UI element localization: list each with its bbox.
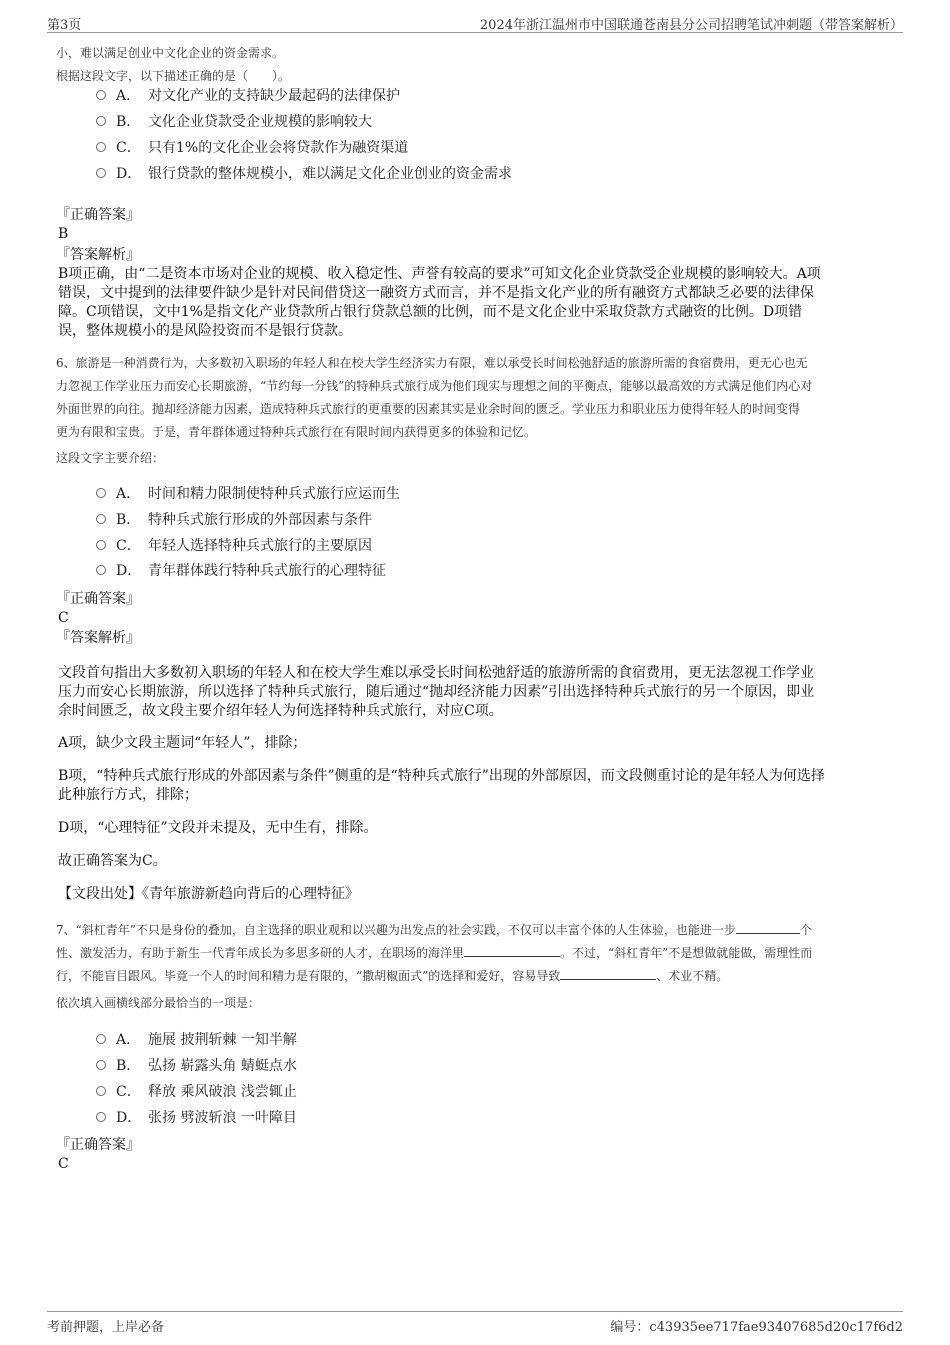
q6-answer-label: 『正确答案』 [56, 591, 140, 607]
q7-answer: C [58, 1156, 69, 1172]
q5-option-b[interactable]: B． 文化企业贷款受企业规模的影响较大 [96, 112, 372, 132]
document-title: 2024年浙江温州市中国联通苍南县分公司招聘笔试冲刺题（带答案解析） [479, 18, 903, 33]
q5-option-a[interactable]: A． 对文化产业的支持缺少最起码的法律保护 [96, 86, 400, 106]
q6-option-d[interactable]: D． 青年群体践行特种兵式旅行的心理特征 [96, 561, 386, 581]
radio-icon[interactable] [96, 116, 106, 126]
q6-stem: 6、旅游是一种消费行为，大多数初入职场的年轻人和在校大学生经济实力有限，难以承受长时间松弛舒适的旅游所需的食宿费用，更无心也无 力忽视工作学业压力而安心长期旅游，“节约每一分钱”的特种兵式旅行成为他们现实与理想之间的平衡点，能够以最高效的方式满足他们内心对 外面世界的向往。抛却经济能力因素，造成特种兵式旅行的更重要的因素其实是业余时间的匮乏。学业压力和职业压力使得年轻人的时间变得 更为有限和宝贵。于是，青年群体通过特种兵式旅行在有限时间内获得更多的体验和记忆。 [56, 356, 813, 439]
radio-icon[interactable] [96, 142, 106, 152]
q6-option-b[interactable]: B． 特种兵式旅行形成的外部因素与条件 [96, 510, 372, 530]
q6-option-c[interactable]: C． 年轻人选择特种兵式旅行的主要原因 [96, 536, 372, 556]
radio-icon[interactable] [96, 488, 106, 498]
blank-2 [464, 944, 560, 957]
q7-option-b[interactable]: B． 弘扬 崭露头角 蜻蜓点水 [96, 1056, 297, 1076]
blank-1 [736, 921, 800, 934]
q6-analysis-b: B项，“特种兵式旅行形成的外部因素与条件”侧重的是“特种兵式旅行”出现的外部原因，而文段侧重讨论的是年轻人为何选择 此种旅行方式，排除； [58, 768, 825, 803]
q7-stem: 7、“斜杠青年”不只是身份的叠加，自主选择的职业观和以兴趣为出发点的社会实践，不仅可以丰富个体的人生体验，也能进一步 个 性、激发活力，有助于新生一代青年成长为多思多研的人才，在职场的海洋里 。不过，“斜杠青年”不是想做就能做，需理性而 行，不能盲目跟风。毕竟一个人的时间和精力是有限的，“撒胡椒面式”的选择和爱好，容易导致 、术业不精。 [56, 923, 813, 983]
q7-option-a[interactable]: A． 施展 披荆斩棘 一知半解 [96, 1030, 297, 1050]
footer-slogan: 考前押题，上岸必备 [47, 1320, 165, 1335]
q6-prompt: 这段文字主要介绍： [56, 451, 165, 465]
q6-analysis-d: D项，“心理特征”文段并未提及，无中生有，排除。 [58, 820, 378, 836]
radio-icon[interactable] [96, 90, 106, 100]
q6-conclusion: 故正确答案为C。 [58, 853, 167, 869]
q7-answer-label: 『正确答案』 [56, 1137, 140, 1153]
q6-analysis-a: A项，缺少文段主题词“年轻人”，排除； [58, 735, 307, 751]
radio-icon[interactable] [96, 1086, 106, 1096]
q6-answer: C [58, 610, 69, 626]
q7-option-c[interactable]: C． 释放 乘风破浪 浅尝辄止 [96, 1082, 297, 1102]
q5-analysis-label: 『答案解析』 [56, 247, 140, 263]
radio-icon[interactable] [96, 168, 106, 178]
q5-continuation: 小，难以满足创业中文化企业的资金需求。 根据这段文字，以下描述正确的是（ ）。 [56, 46, 291, 83]
radio-icon[interactable] [96, 1034, 106, 1044]
q5-option-c[interactable]: C． 只有1%的文化企业会将贷款作为融资渠道 [96, 138, 408, 158]
q5-analysis: B项正确，由“二是资本市场对企业的规模、收入稳定性、声誉有较高的要求”可知文化企业贷款受企业规模的影响较大。A项 错误，文中提到的法律要件缺少是针对民间借贷这一融资方式而言，并不是指文化产业的所有融资方式都缺乏必要的法律保 障。C项错误，文中1%是指文化产业贷款所占银行贷款总额的比例，而不是文化企业中采取贷款方式融资的比例。D项错 误，整体规模小的是风险投资而不是银行贷款。 [58, 266, 821, 339]
q6-analysis-main: 文段首句指出大多数初入职场的年轻人和在校大学生难以承受长时间松弛舒适的旅游所需的食宿费用，更无法忽视工作学业 压力而安心长期旅游，所以选择了特种兵式旅行，随后通过“抛却经济能力因素”引出选择特种兵式旅行的另一个原因，即业 余时间匮乏，故文段主要介绍年轻人为何选择特种兵式旅行，对应C项。 [58, 665, 815, 719]
q6-source: 【文段出处】《青年旅游新趋向背后的心理特征》 [58, 886, 359, 902]
q5-option-d[interactable]: D． 银行贷款的整体规模小，难以满足文化企业创业的资金需求 [96, 164, 512, 184]
blank-3 [560, 967, 656, 980]
page-header [47, 12, 903, 33]
q7-option-d[interactable]: D． 张扬 劈波斩浪 一叶障目 [96, 1108, 297, 1128]
radio-icon[interactable] [96, 565, 106, 575]
document-id: 编号：c43935ee717fae93407685d20c17f6d2 [610, 1320, 903, 1335]
radio-icon[interactable] [96, 1060, 106, 1070]
q7-prompt: 依次填入画横线部分最恰当的一项是： [56, 996, 261, 1010]
page-number: 第3页 [47, 18, 82, 33]
q5-answer: B [58, 226, 69, 242]
radio-icon[interactable] [96, 514, 106, 524]
q6-analysis-label: 『答案解析』 [56, 630, 140, 646]
radio-icon[interactable] [96, 540, 106, 550]
q5-answer-label: 『正确答案』 [56, 207, 140, 223]
radio-icon[interactable] [96, 1112, 106, 1122]
q6-option-a[interactable]: A． 时间和精力限制使特种兵式旅行应运而生 [96, 484, 400, 504]
page-footer [47, 1311, 903, 1338]
